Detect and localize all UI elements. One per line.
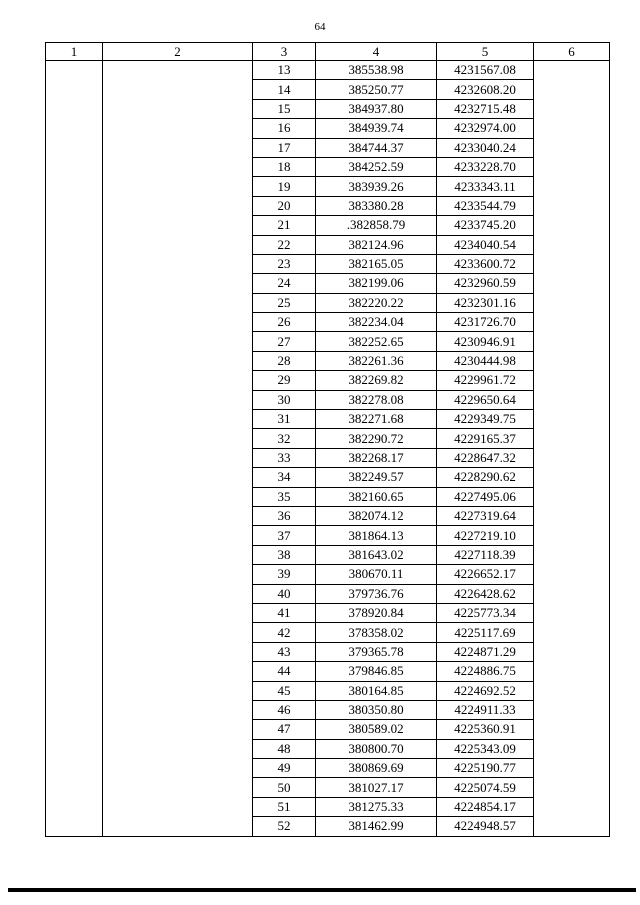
column-header-3: 3 — [253, 43, 316, 61]
page-number: 64 — [314, 21, 326, 33]
y-coordinate-cell: 4229961.72 — [437, 371, 534, 390]
footer-rule — [8, 888, 636, 892]
point-number-cell: 37 — [253, 526, 316, 545]
point-number-cell: 21 — [253, 216, 316, 235]
point-number-cell: 47 — [253, 720, 316, 739]
point-number-cell: 13 — [253, 61, 316, 80]
point-number-cell: 45 — [253, 681, 316, 700]
x-coordinate-cell: 384744.37 — [316, 138, 437, 157]
x-coordinate-cell: 380869.69 — [316, 759, 437, 778]
point-number-cell: 50 — [253, 778, 316, 797]
y-coordinate-cell: 4230444.98 — [437, 351, 534, 370]
column-header-4: 4 — [316, 43, 437, 61]
point-number-cell: 30 — [253, 390, 316, 409]
x-coordinate-cell: 382074.12 — [316, 506, 437, 525]
x-coordinate-cell: 382165.05 — [316, 254, 437, 273]
x-coordinate-cell: 382199.06 — [316, 274, 437, 293]
y-coordinate-cell: 4224911.33 — [437, 700, 534, 719]
point-number-cell: 41 — [253, 603, 316, 622]
point-number-cell: 49 — [253, 759, 316, 778]
column-header-5: 5 — [437, 43, 534, 61]
x-coordinate-cell: 382271.68 — [316, 410, 437, 429]
x-coordinate-cell: 382234.04 — [316, 313, 437, 332]
y-coordinate-cell: 4227219.10 — [437, 526, 534, 545]
x-coordinate-cell: 383939.26 — [316, 177, 437, 196]
y-coordinate-cell: 4226428.62 — [437, 584, 534, 603]
y-coordinate-cell: 4228647.32 — [437, 448, 534, 467]
point-number-cell: 43 — [253, 642, 316, 661]
y-coordinate-cell: 4229650.64 — [437, 390, 534, 409]
y-coordinate-cell: 4233544.79 — [437, 196, 534, 215]
y-coordinate-cell: 4225343.09 — [437, 739, 534, 758]
y-coordinate-cell: 4232608.20 — [437, 80, 534, 99]
x-coordinate-cell: 384937.80 — [316, 99, 437, 118]
x-coordinate-cell: .382858.79 — [316, 216, 437, 235]
y-coordinate-cell: 4224886.75 — [437, 662, 534, 681]
y-coordinate-cell: 4227319.64 — [437, 506, 534, 525]
point-number-cell: 24 — [253, 274, 316, 293]
point-number-cell: 42 — [253, 623, 316, 642]
y-coordinate-cell: 4232974.00 — [437, 119, 534, 138]
point-number-cell: 28 — [253, 351, 316, 370]
y-coordinate-cell: 4231726.70 — [437, 313, 534, 332]
y-coordinate-cell: 4224854.17 — [437, 797, 534, 816]
column-header-2: 2 — [103, 43, 253, 61]
point-number-cell: 15 — [253, 99, 316, 118]
x-coordinate-cell: 385250.77 — [316, 80, 437, 99]
x-coordinate-cell: 383380.28 — [316, 196, 437, 215]
y-coordinate-cell: 4229349.75 — [437, 410, 534, 429]
y-coordinate-cell: 4233040.24 — [437, 138, 534, 157]
point-number-cell: 19 — [253, 177, 316, 196]
x-coordinate-cell: 385538.98 — [316, 61, 437, 80]
column-6-empty-cell — [534, 61, 610, 837]
y-coordinate-cell: 4233228.70 — [437, 157, 534, 176]
x-coordinate-cell: 378920.84 — [316, 603, 437, 622]
point-number-cell: 48 — [253, 739, 316, 758]
x-coordinate-cell: 379365.78 — [316, 642, 437, 661]
point-number-cell: 25 — [253, 293, 316, 312]
point-number-cell: 31 — [253, 410, 316, 429]
point-number-cell: 33 — [253, 448, 316, 467]
y-coordinate-cell: 4232960.59 — [437, 274, 534, 293]
table-row — [46, 61, 610, 80]
point-number-cell: 46 — [253, 700, 316, 719]
point-number-cell: 52 — [253, 817, 316, 836]
point-number-cell: 39 — [253, 565, 316, 584]
column-2-empty-cell — [103, 61, 253, 837]
point-number-cell: 26 — [253, 313, 316, 332]
point-number-cell: 44 — [253, 662, 316, 681]
point-number-cell: 36 — [253, 506, 316, 525]
x-coordinate-cell: 382252.65 — [316, 332, 437, 351]
y-coordinate-cell: 4224948.57 — [437, 817, 534, 836]
point-number-cell: 18 — [253, 157, 316, 176]
point-number-cell: 17 — [253, 138, 316, 157]
x-coordinate-cell: 382261.36 — [316, 351, 437, 370]
y-coordinate-cell: 4231567.08 — [437, 61, 534, 80]
y-coordinate-cell: 4233343.11 — [437, 177, 534, 196]
x-coordinate-cell: 379736.76 — [316, 584, 437, 603]
x-coordinate-cell: 382290.72 — [316, 429, 437, 448]
y-coordinate-cell: 4229165.37 — [437, 429, 534, 448]
y-coordinate-cell: 4226652.17 — [437, 565, 534, 584]
x-coordinate-cell: 380164.85 — [316, 681, 437, 700]
x-coordinate-cell: 382268.17 — [316, 448, 437, 467]
table-header-row — [46, 43, 610, 61]
column-header-1: 1 — [46, 43, 103, 61]
x-coordinate-cell: 381643.02 — [316, 545, 437, 564]
x-coordinate-cell: 380589.02 — [316, 720, 437, 739]
x-coordinate-cell: 382124.96 — [316, 235, 437, 254]
y-coordinate-cell: 4228290.62 — [437, 468, 534, 487]
x-coordinate-cell: 382278.08 — [316, 390, 437, 409]
y-coordinate-cell: 4224871.29 — [437, 642, 534, 661]
y-coordinate-cell: 4227495.06 — [437, 487, 534, 506]
point-number-cell: 29 — [253, 371, 316, 390]
column-header-6: 6 — [534, 43, 610, 61]
coordinates-table — [45, 42, 610, 837]
point-number-cell: 51 — [253, 797, 316, 816]
x-coordinate-cell: 384939.74 — [316, 119, 437, 138]
x-coordinate-cell: 381027.17 — [316, 778, 437, 797]
y-coordinate-cell: 4225074.59 — [437, 778, 534, 797]
point-number-cell: 35 — [253, 487, 316, 506]
point-number-cell: 16 — [253, 119, 316, 138]
point-number-cell: 27 — [253, 332, 316, 351]
x-coordinate-cell: 381275.33 — [316, 797, 437, 816]
y-coordinate-cell: 4224692.52 — [437, 681, 534, 700]
x-coordinate-cell: 382249.57 — [316, 468, 437, 487]
x-coordinate-cell: 382269.82 — [316, 371, 437, 390]
point-number-cell: 23 — [253, 254, 316, 273]
y-coordinate-cell: 4234040.54 — [437, 235, 534, 254]
x-coordinate-cell: 380800.70 — [316, 739, 437, 758]
column-1-empty-cell — [46, 61, 103, 837]
point-number-cell: 20 — [253, 196, 316, 215]
point-number-cell: 40 — [253, 584, 316, 603]
y-coordinate-cell: 4233745.20 — [437, 216, 534, 235]
y-coordinate-cell: 4227118.39 — [437, 545, 534, 564]
x-coordinate-cell: 381462.99 — [316, 817, 437, 836]
point-number-cell: 34 — [253, 468, 316, 487]
x-coordinate-cell: 378358.02 — [316, 623, 437, 642]
x-coordinate-cell: 382220.22 — [316, 293, 437, 312]
y-coordinate-cell: 4230946.91 — [437, 332, 534, 351]
point-number-cell: 22 — [253, 235, 316, 254]
point-number-cell: 14 — [253, 80, 316, 99]
x-coordinate-cell: 382160.65 — [316, 487, 437, 506]
y-coordinate-cell: 4225190.77 — [437, 759, 534, 778]
y-coordinate-cell: 4232715.48 — [437, 99, 534, 118]
point-number-cell: 32 — [253, 429, 316, 448]
y-coordinate-cell: 4225360.91 — [437, 720, 534, 739]
y-coordinate-cell: 4232301.16 — [437, 293, 534, 312]
x-coordinate-cell: 381864.13 — [316, 526, 437, 545]
point-number-cell: 38 — [253, 545, 316, 564]
x-coordinate-cell: 380670.11 — [316, 565, 437, 584]
y-coordinate-cell: 4225773.34 — [437, 603, 534, 622]
x-coordinate-cell: 379846.85 — [316, 662, 437, 681]
y-coordinate-cell: 4225117.69 — [437, 623, 534, 642]
x-coordinate-cell: 380350.80 — [316, 700, 437, 719]
x-coordinate-cell: 384252.59 — [316, 157, 437, 176]
y-coordinate-cell: 4233600.72 — [437, 254, 534, 273]
